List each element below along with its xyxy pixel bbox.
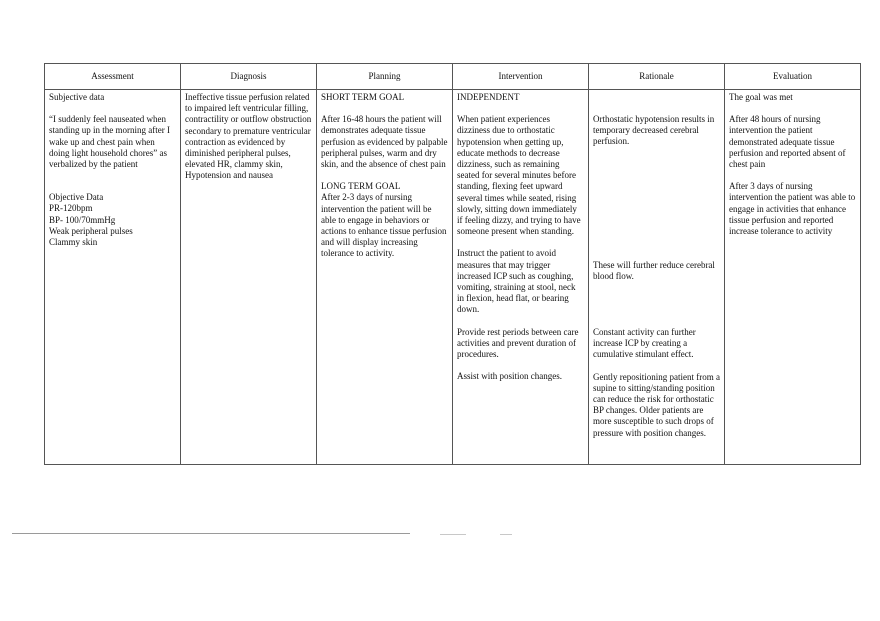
rationale-item: Gently repositioning patient from a supine to sitting/standing position can reduce the risk for orthostatic BP changes. Older patients are more susceptible to such drops of pressure with position changes. [593,371,720,438]
long-term-goal-text: After 2-3 days of nursing intervention the patient will be able to engage in behaviors or actions to enhance tissue perfusion and will display increasing tolerance to activity. [321,192,447,259]
table-header-row [45,64,861,90]
long-term-goal-heading: LONG TERM GOAL [321,181,401,192]
header-diagnosis: Diagnosis [181,64,317,90]
intervention-heading: INDEPENDENT [457,92,520,102]
footer-smudge [440,534,466,535]
diagnosis-cell [181,90,317,465]
subjective-data-heading: Subjective data [49,92,105,102]
evaluation-item: After 48 hours of nursing intervention the patient demonstrated adequate tissue perfusion and reported absent of chest pain [729,114,846,170]
intervention-item: Instruct the patient to avoid measures that may trigger increased ICP such as coughing, vomiting, straining at stool, neck in flexion, head flat, or bearing down. [457,248,576,315]
objective-item-peripheral-pulses: Weak peripheral pulses [49,225,133,236]
diagnosis-text: Ineffective tissue perfusion related to impaired left ventricular filling, contractility or outflow obstruction secondary to premature ventricular contraction as evidenced by diminished peripheral pulses, elevated HR, clammy skin, Hypotension and nausea [185,92,312,181]
intervention-item: Assist with position changes. [457,371,562,382]
rationale-cell [589,90,725,465]
rationale-item: Constant activity can further increase ICP by creating a cumulative stimulant effect. [593,327,696,360]
intervention-cell [453,90,589,465]
objective-data-heading: Objective Data [49,192,104,203]
intervention-item: When patient experiences dizziness due to orthostatic hypotension when getting up, educate methods to decrease dizziness, such as remaining seated for several minutes before standing, flexing feet upward several times while seated, rising slowly, sitting down immediately if feeling dizzy, and trying to have someone present when standing. [457,114,581,237]
header-intervention: Intervention [453,64,589,90]
footer-smudge [500,534,512,535]
goal-status: The goal was met [729,92,793,102]
planning-cell [317,90,453,465]
rationale-item: Orthostatic hypotension results in temporary decreased cerebral perfusion. [593,114,715,147]
assessment-cell [45,90,181,465]
intervention-item: Provide rest periods between care activities and prevent duration of procedures. [457,326,579,360]
rationale-item: These will further reduce cerebral blood flow. [593,259,715,281]
objective-item-skin: Clammy skin [49,237,98,248]
objective-item-blood-pressure: BP- 100/70mmHg [49,214,116,225]
subjective-quote: “I suddenly feel nauseated when standing up in the morning after I wake up and chest pain when doing light household chores” as verbalized by the patient [49,114,170,170]
header-rationale: Rationale [589,64,725,90]
table-row [45,90,861,465]
header-evaluation: Evaluation [725,64,861,90]
evaluation-item: After 3 days of nursing intervention the patient was able to engage in activities that enhance tissue perfusion and reported increase tolerance to activity [729,181,856,237]
objective-item-pulse-rate: PR-120bpm [49,203,93,214]
nursing-care-plan-table [44,63,861,465]
footer-divider [12,533,410,534]
short-term-goal-text: After 16-48 hours the patient will demonstrates adequate tissue perfusion as evidenced by palpable peripheral pulses, warm and dry skin, and the absence of chest pain [321,114,448,170]
evaluation-cell [725,90,861,465]
header-planning: Planning [317,64,453,90]
short-term-goal-heading: SHORT TERM GOAL [321,92,405,102]
header-assessment: Assessment [45,64,181,90]
